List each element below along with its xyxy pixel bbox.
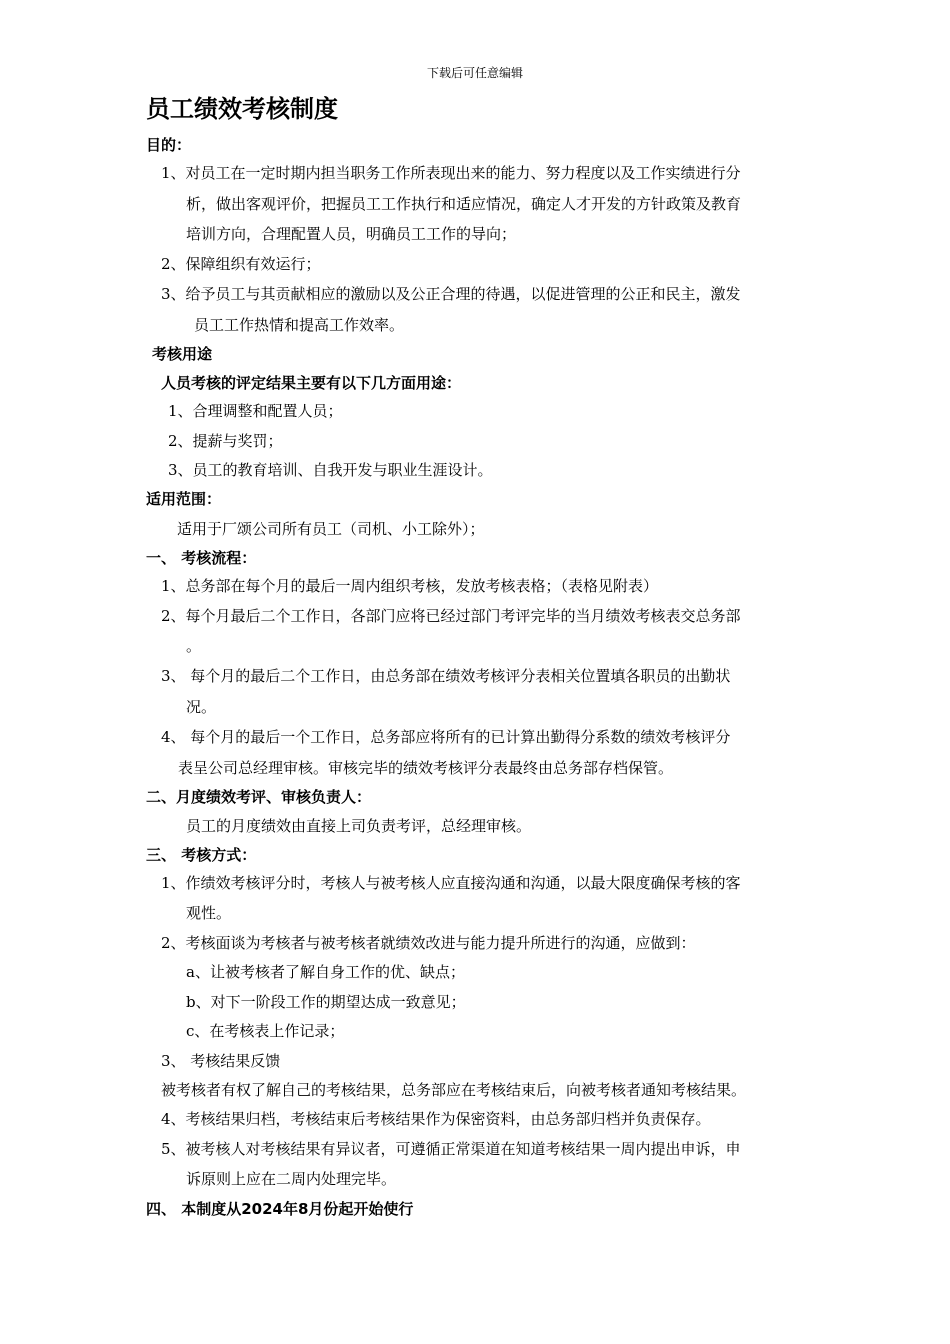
- reviewer-text: 员工的月度绩效由直接上司负责考评，总经理审核。: [186, 817, 532, 835]
- process-item-2-cont: 。: [186, 637, 202, 655]
- process-item-3: 3、 每个月的最后二个工作日，由总务部在绩效考核评分表相关位置填各职员的出勤状: [161, 667, 731, 685]
- method-item-3: 3、 考核结果反馈: [161, 1052, 281, 1070]
- method-subitem-c: c、在考核表上作记录；: [186, 1022, 345, 1040]
- process-item-4: 4、 每个月的最后一个工作日，总务部应将所有的已计算出勤得分系数的绩效考核评分: [161, 728, 731, 746]
- purpose-item-3: 3、给予员工与其贡献相应的激励以及公正合理的待遇，以促进管理的公正和民主，激发: [161, 285, 741, 303]
- method-item-1-cont: 观性。: [186, 904, 232, 922]
- method-item-1: 1、作绩效考核评分时，考核人与被考核人应直接沟通和沟通，以最大限度确保考核的客: [161, 874, 741, 892]
- purpose-item-1: 1、对员工在一定时期内担当职务工作所表现出来的能力、努力程度以及工作实绩进行分: [161, 164, 741, 182]
- usage-item-2: 2、提薪与奖罚；: [168, 432, 283, 450]
- purpose-item-1-cont: 培训方向，合理配置人员，明确员工工作的导向；: [186, 225, 517, 243]
- method-item-2: 2、考核面谈为考核者与被考核者就绩效改进与能力提升所进行的沟通，应做到：: [161, 934, 696, 952]
- scope-text: 适用于厂颂公司所有员工（司机、小工除外）；: [177, 520, 485, 538]
- section-heading-usage: 考核用途: [152, 345, 213, 363]
- process-item-2: 2、每个月最后二个工作日，各部门应将已经过部门考评完毕的当月绩效考核表交总务部: [161, 607, 741, 625]
- usage-intro: 人员考核的评定结果主要有以下几方面用途：: [161, 374, 462, 392]
- method-item-4: 4、考核结果归档，考核结束后考核结果作为保密资料，由总务部归档并负责保存。: [161, 1110, 711, 1128]
- section-heading-effective: 四、 本制度从2024年8月份起开始使行: [146, 1200, 414, 1218]
- process-item-3-cont: 况。: [186, 698, 217, 716]
- section-heading-scope: 适用范围：: [146, 490, 222, 508]
- page-header: 下载后可任意编辑: [426, 66, 523, 80]
- section-heading-process: 一、 考核流程：: [146, 549, 257, 567]
- usage-item-1: 1、合理调整和配置人员；: [168, 402, 343, 420]
- process-item-1: 1、总务部在每个月的最后一周内组织考核，发放考核表格；（表格见附表）: [161, 577, 659, 595]
- method-subitem-b: b、对下一阶段工作的期望达成一致意见；: [186, 993, 466, 1011]
- section-heading-purpose: 目的：: [146, 136, 192, 154]
- section-heading-method: 三、 考核方式：: [146, 846, 257, 864]
- section-heading-reviewer: 二、月度绩效考评、审核负责人：: [146, 788, 372, 806]
- method-subitem-a: a、让被考核者了解自身工作的优、缺点；: [186, 963, 465, 981]
- method-item-3-text: 被考核者有权了解自己的考核结果，总务部应在考核结束后，向被考核者通知考核结果。: [161, 1081, 747, 1099]
- method-item-5-cont: 诉原则上应在二周内处理完毕。: [186, 1170, 397, 1188]
- purpose-item-2: 2、保障组织有效运行；: [161, 255, 321, 273]
- process-item-4-cont: 表呈公司总经理审核。审核完毕的绩效考核评分表最终由总务部存档保管。: [178, 759, 674, 777]
- method-item-5: 5、被考核人对考核结果有异议者，可遵循正常渠道在知道考核结果一周内提出申诉，申: [161, 1140, 741, 1158]
- purpose-item-3-cont: 员工工作热情和提高工作效率。: [194, 316, 405, 334]
- document-title: 员工绩效考核制度: [146, 95, 338, 123]
- usage-item-3: 3、员工的教育培训、自我开发与职业生涯设计。: [168, 461, 493, 479]
- purpose-item-1-cont: 析，做出客观评价，把握员工工作执行和适应情况，确定人才开发的方针政策及教育: [186, 195, 742, 213]
